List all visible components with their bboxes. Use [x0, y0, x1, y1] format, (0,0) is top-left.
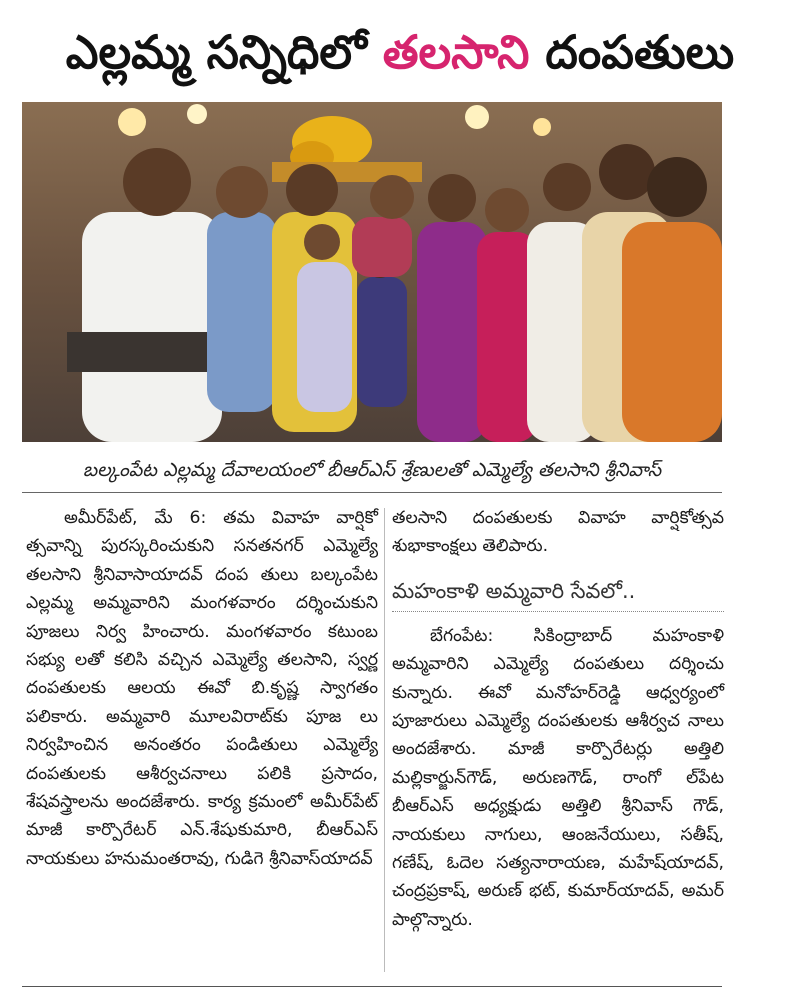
article-paragraph-second: బేగంపేట: సికింద్రాబాద్ మహంకాళి అమ్మవారిని ఎమ్మెల్యే దంపతులు దర్శించు కున్నారు. ఈవో మనోహర్‌రెడ్డి ఆధ్వర్యంలో పూజారులు ఎమ్మెల్యే దంపతులకు ఆశీర్వచ నాలు అందజేశారు. మాజీ కార్పొరేటర్లు అత్తిలి మల్లికార్జున్‌గౌడ్, అరుణగౌడ్, రాంగో ల్‌పేట బీఆర్ఎస్ అధ్యక్షుడు అత్తిలి శ్రీనివాస్ గౌడ్, నాయకులు నాగులు, ఆంజనేయులు, సతీష్, గణేష్, ఓదెల సత్యనారాయణ, మహేష్‌యాదవ్, చంద్రప్రకాష్, అరుణ్ భట్, కుమార్‌యాదవ్, అమర్ పాల్గొన్నారు.: [392, 625, 724, 930]
article-column-left: [26, 504, 378, 873]
headline: [0, 22, 800, 82]
headline-part1: ఎల్లమ్మ సన్నిధిలో: [65, 25, 383, 79]
photo-caption: బల్కంపేట ఎల్లమ్మ దేవాలయంలో బీఆర్ఎస్ శ్రేణులతో ఎమ్మెల్యే తలసాని శ్రీనివాస్: [82, 459, 662, 481]
article-column-right: [392, 504, 724, 934]
article-paragraph: అమీర్‌పేట్, మే 6: తమ వివాహ వార్షికో త్సవాన్ని పురస్కరించుకుని సనతనగర్ ఎమ్మెల్యే తలసాని శ్రీనివాసాయాదవ్ దంప తులు బల్కంపేట ఎల్లమ్మ అమ్మవారిని మంగళవారం దర్శించుకుని పూజలు నిర్వ హించారు. మంగళవారం కటుంబ సభ్యు లతో కలిసి వచ్చిన ఎమ్మెల్యే తలసాని, స్వర్ణ దంపతులకు ఆలయ ఈవో బి.కృష్ణ స్వాగతం పలికారు. అమ్మవారి మూలవిరాట్‌కు పూజ లు నిర్వహించిన అనంతరం పండితులు ఎమ్మెల్యే దంపతులకు ఆశీర్వచనాలు పలికి ప్రసాదం, శేషవస్త్రాలను అందజేశారు. కార్య క్రమంలో అమీర్‌పేట్ మాజీ కార్పొరేటర్ ఎన్.శేషుకుమారి, బీఆర్ఎస్ నాయకులు హనుమంతరావు, గుడిగె శ్రీనివాస్‌యాదవ్: [26, 508, 378, 869]
column-divider: [384, 508, 385, 972]
article-paragraph-continued: తలసాని దంపతులకు వివాహ వార్షికోత్సవ శుభాకాంక్షలు తెలిపారు.: [392, 508, 724, 557]
divider-bottom: [22, 986, 722, 987]
news-photo: [22, 102, 722, 442]
headline-part2: దంపతులు: [529, 25, 735, 79]
subheading: మహంకాళి అమ్మవారి సేవలో..: [392, 575, 724, 612]
headline-highlight: తలసాని: [382, 25, 530, 79]
divider-top: [22, 492, 722, 493]
